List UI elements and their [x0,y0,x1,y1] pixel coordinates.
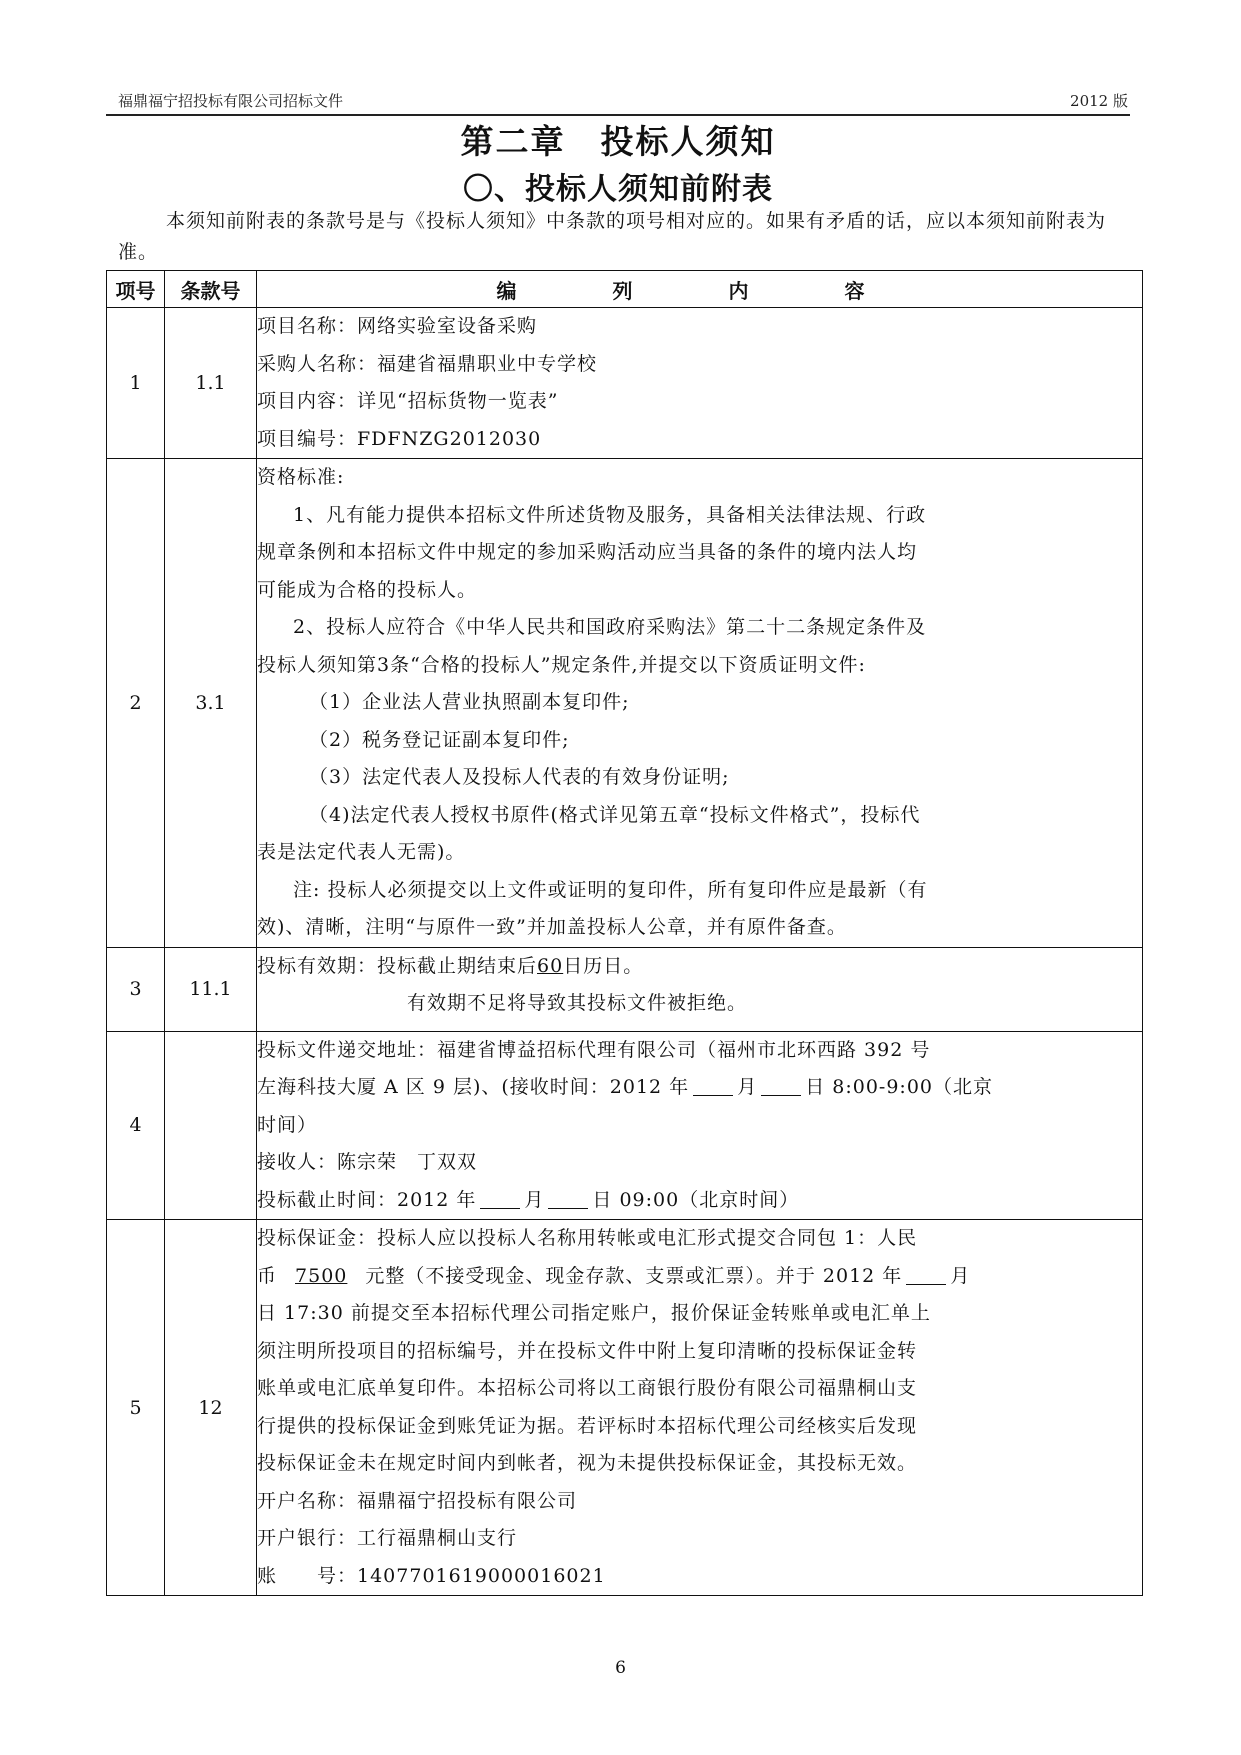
row-content [257,1031,1143,1220]
row-content [257,308,1143,459]
intro-paragraph: 本须知前附表的条款号是与《投标人须知》中条款的项号相对应的。如果有矛盾的话，应以本须知前附表为准。 [118,210,1107,263]
item-number: 4 [107,1031,165,1220]
qualification-item: 规章条例和本招标文件中规定的参加采购活动应当具备的条件的境内法人均 [257,541,918,563]
validity-note: 有效期不足将导致其投标文件被拒绝。 [407,992,748,1014]
qualification-item: 1、凡有能力提供本招标文件所述货物及服务，具备相关法律法规、行政 [293,503,927,526]
clause-number: 11.1 [165,947,257,1031]
header-edition: 2012 版 [1070,92,1128,110]
validity-label: 投标有效期：投标截止期结束后 [257,954,538,977]
table-row [107,1031,1143,1220]
deadline-year: 投标截止时间：2012 年 [257,1188,477,1211]
table-row [107,1220,1143,1596]
item-number: 5 [107,1220,165,1596]
receipt-time-month: 月 [737,1076,758,1098]
project-code: 项目编号：FDFNZG2012030 [257,427,542,450]
note: 效)、清晰，注明“与原件一致”并加盖投标人公章，并有原件备查。 [257,916,847,938]
day-blank [548,1186,588,1209]
row-content [257,459,1143,948]
bid-bond-text: 行提供的投标保证金到账凭证为据。若评标时本招标代理公司经核实后发现 [257,1414,918,1437]
bid-bond-text [257,1258,1142,1296]
required-document: （4)法定代表人授权书原件(格式详见第五章“投标文件格式”，投标代 [309,803,921,826]
month-blank [693,1073,733,1096]
receiver: 接收人：陈宗荣 丁双双 [257,1151,478,1173]
submission-address [257,1069,1142,1107]
table-row [107,459,1143,948]
row-content [257,947,1143,1031]
required-document: （3）法定代表人及投标人代表的有效身份证明; [309,766,730,788]
header-item-no: 项号 [107,271,165,308]
project-name: 项目名称：网络实验室设备采购 [257,315,538,337]
receipt-time-hours: 日 8:00-9:00（北京 [805,1076,993,1098]
bid-bond-text: 须注明所投项目的招标编号，并在投标文件中附上复印清晰的投标保证金转 [257,1339,918,1362]
deadline-time: 日 09:00（北京时间） [592,1188,800,1211]
month-blank [906,1262,946,1285]
header-content: 编 列 内 容 [257,271,1143,308]
bid-bond-text: 投标保证金：投标人应以投标人名称用转帐或电汇形式提交合同包 1：人民 [257,1227,918,1249]
validity-days: 60 [537,954,564,977]
clause-number: 3.1 [165,459,257,948]
clause-number [165,1031,257,1220]
validity-unit: 日历日。 [563,954,644,977]
submission-address: 时间） [257,1113,318,1136]
header-clause-no: 条款号 [165,271,257,308]
clause-number: 12 [165,1220,257,1596]
item-number: 3 [107,947,165,1031]
qualification-item: 投标人须知第3条“合格的投标人”规定条件,并提交以下资质证明文件: [257,653,866,676]
header-document-name: 福鼎福宁招投标有限公司招标文件 [118,92,344,110]
bid-deadline [257,1182,1142,1220]
item-number: 1 [107,308,165,459]
page-header [106,86,1130,116]
table-row [107,947,1143,1031]
note: 注: 投标人必须提交以上文件或证明的复印件，所有复印件应是最新（有 [293,878,928,901]
item-number: 2 [107,459,165,948]
row-content [257,1220,1143,1596]
required-document: （2）税务登记证副本复印件; [309,728,570,751]
account-name: 开户名称：福鼎福宁招投标有限公司 [257,1489,578,1512]
currency: 币 [257,1264,278,1287]
month-blank [480,1186,520,1209]
bond-amount: 7500 [295,1264,348,1287]
bond-terms: 元整（不接受现金、现金存款、支票或汇票）。并于 2012 年 [365,1264,903,1287]
bond-month: 月 [950,1264,971,1287]
page-number: 6 [615,1658,626,1678]
bid-bond-text: 投标保证金未在规定时间内到帐者，视为未提供投标保证金，其投标无效。 [257,1452,918,1474]
submission-address: 投标文件递交地址：福建省博益招标代理有限公司（福州市北环西路 392 号 [257,1038,931,1061]
qualification-heading: 资格标准: [257,466,345,488]
bid-bond-text: 日 17:30 前提交至本招标代理公司指定账户，报价保证金转账单或电汇单上 [257,1302,931,1324]
required-document: 表是法定代表人无需)。 [257,841,466,863]
required-document: （1）企业法人营业执照副本复印件; [309,691,630,713]
account-number: 账 号：1407701619000016021 [257,1564,606,1587]
qualification-item: 可能成为合格的投标人。 [257,578,478,601]
section-title: 〇、投标人须知前附表 [463,172,773,207]
chapter-title: 第二章 投标人须知 [460,122,776,161]
validity-period [257,948,1142,986]
bank-name: 开户银行：工行福鼎桐山支行 [257,1527,518,1549]
table-row [107,308,1143,459]
project-content: 项目内容：详见“招标货物一览表” [257,390,559,412]
table-header-row [107,271,1143,308]
bidder-instructions-table [106,270,1143,1596]
qualification-item: 2、投标人应符合《中华人民共和国政府采购法》第二十二条规定条件及 [293,616,927,638]
bid-bond-text: 账单或电汇底单复印件。本招标公司将以工商银行股份有限公司福鼎桐山支 [257,1377,918,1399]
day-blank [761,1073,801,1096]
purchaser-name: 采购人名称：福建省福鼎职业中专学校 [257,352,598,375]
clause-number: 1.1 [165,308,257,459]
deadline-month: 月 [524,1188,545,1211]
receipt-time-year: 左海科技大厦 A 区 9 层)、(接收时间：2012 年 [257,1076,690,1098]
